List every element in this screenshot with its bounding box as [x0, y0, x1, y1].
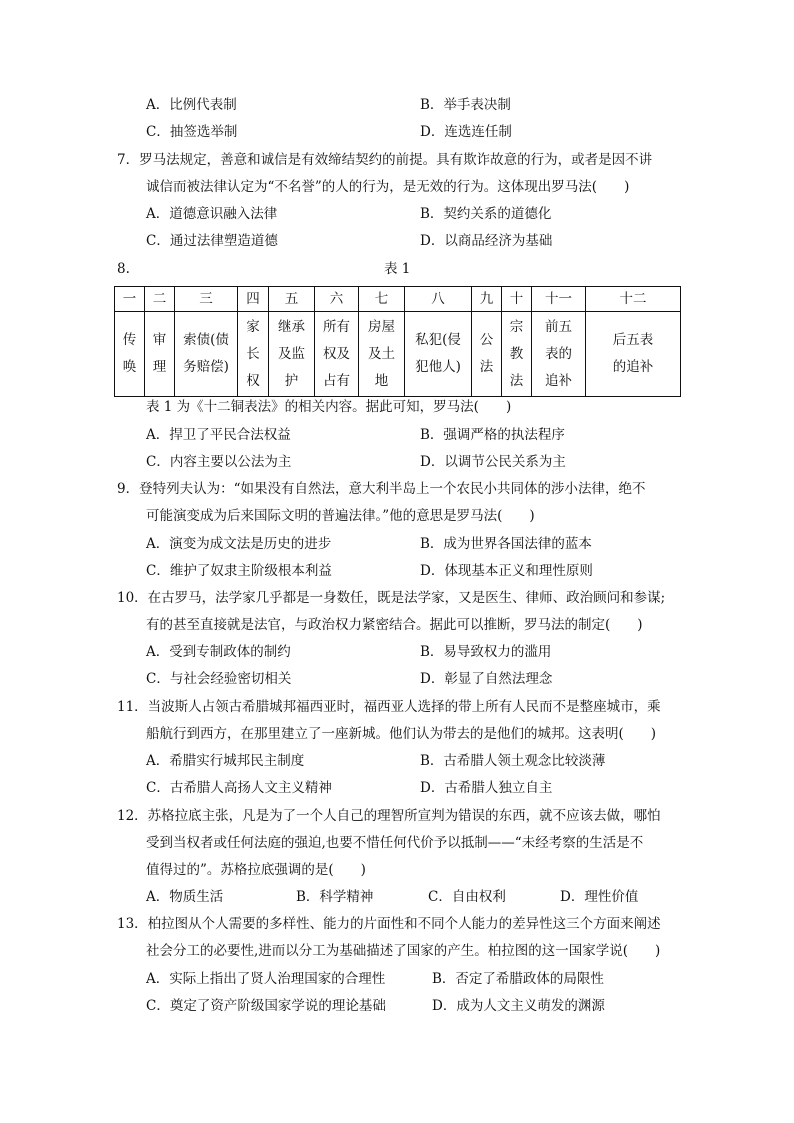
table-cell-text: 私犯(侵 犯他人): [415, 332, 461, 375]
q10-option-b: B．易导致权力的滥用: [420, 644, 552, 660]
q13-option-a: A．实际上指出了贤人治理国家的合理性: [146, 971, 386, 987]
q7-stem-line2: 诚信而被法律认定为“不名誉”的人的行为，是无效的行为。这体现出罗马法( ): [146, 179, 630, 195]
table-cell-text: 传 唤: [122, 332, 137, 375]
q11-stem-line1: 11．当波斯人占领古希腊城邦福西亚时，福西亚人选择的带上所有人民而不是整座城市，乘: [117, 699, 661, 715]
table-header-cell: 八: [405, 287, 472, 312]
table-header-cell: 二: [145, 287, 175, 312]
table-cell-text: 宗 教 法: [509, 318, 524, 389]
table-title: 表 1: [384, 261, 411, 277]
table-header-cell: 六: [315, 287, 359, 312]
q9-stem-line1: 9．登特列夫认为：“如果没有自然法，意大利半岛上一个农民小共同体的涉小法律，绝不: [117, 481, 646, 497]
q6-option-b: B．举手表决制: [420, 97, 511, 113]
table-cell: [315, 312, 359, 397]
q13-option-c: C．奠定了资产阶级国家学说的理论基础: [146, 998, 386, 1014]
table-header-cell: 十: [502, 287, 532, 312]
q10-option-a: A．受到专制政体的制约: [146, 644, 291, 660]
table-cell-text: 所有 权及 占有: [323, 318, 350, 389]
q8-option-b: B．强调严格的执法程序: [420, 427, 565, 443]
table-cell-text: 后五表 的追补: [612, 332, 654, 375]
q11-option-a: A．希腊实行城邦民主制度: [146, 753, 305, 769]
q12-option-b: B．科学精神: [296, 889, 374, 905]
q6-option-d: D．连选连任制: [420, 124, 512, 140]
q9-option-d: D．体现基本正义和理性原则: [420, 563, 593, 579]
q11-option-b: B．古希腊人领土观念比较淡薄: [420, 753, 606, 769]
table-cell: [115, 312, 145, 397]
q10-option-c: C．与社会经验密切相关: [146, 671, 292, 687]
q7-option-d: D．以商品经济为基础: [420, 233, 553, 249]
table-header-cell: 五: [269, 287, 315, 312]
table-cell-text: 公 法: [479, 332, 494, 375]
q7-option-b: B．契约关系的道德化: [420, 206, 552, 222]
table-header-cell: 四: [238, 287, 269, 312]
table-cell: [145, 312, 175, 397]
table-cell: [472, 312, 502, 397]
q8-option-a: A．捍卫了平民合法权益: [146, 427, 291, 443]
table-cell: [238, 312, 269, 397]
twelve-tables-table: [114, 286, 681, 397]
q13-stem-line2: 社会分工的必要性,进而以分工为基础描述了国家的产生。柏拉图的这一国家学说( ): [146, 943, 661, 959]
q9-stem-line2: 可能演变成为后来国际文明的普遍法律。”他的意思是罗马法( ): [146, 508, 535, 524]
table-cell-text: 前五 表的 追补: [545, 318, 572, 389]
q7-option-a: A．道德意识融入法律: [146, 206, 278, 222]
q12-stem-line2: 受到当权者或任何法庭的强迫,也要不惜任何代价予以抵制——“未经考察的生活是不: [146, 835, 644, 851]
q12-option-d: D．理性价值: [560, 889, 639, 905]
table-header-cell: 九: [472, 287, 502, 312]
q11-option-d: D．古希腊人独立自主: [420, 780, 553, 796]
table-cell-text: 索债(债 务赔偿): [183, 332, 229, 375]
q9-option-b: B．成为世界各国法律的蓝本: [420, 536, 592, 552]
q13-option-d: D．成为人文主义萌发的渊源: [432, 998, 605, 1014]
table-cell: [359, 312, 405, 397]
q8-number: 8.: [117, 261, 130, 277]
q12-option-a: A．物质生活: [146, 889, 224, 905]
q7-option-c: C．通过法律塑造道德: [146, 233, 278, 249]
q8-stem: 表 1 为《十二铜表法》的相关内容。据此可知，罗马法( ): [146, 399, 512, 415]
table-cell: [532, 312, 586, 397]
table-cell-text: 家 长 权: [246, 318, 260, 389]
q12-stem-line1: 12．苏格拉底主张，凡是为了一个人自己的理智所宣判为错误的东西，就不应该去做，哪怕: [117, 808, 661, 824]
table-cell: [502, 312, 532, 397]
table-cell: [405, 312, 472, 397]
q13-stem-line1: 13．柏拉图从个人需要的多样性、能力的片面性和不同个人能力的差异性这三个方面来阐述: [117, 916, 661, 932]
table-cell-text: 房屋 及土 地: [368, 318, 395, 389]
q9-option-a: A．演变为成文法是历史的进步: [146, 536, 332, 552]
q8-option-d: D．以调节公民关系为主: [420, 454, 566, 470]
q10-stem-line1: 10．在古罗马，法学家几乎都是一身数任，既是法学家，又是医生、律师、政治顾问和参谋;: [117, 590, 666, 606]
q10-option-d: D．彰显了自然法理念: [420, 671, 553, 687]
q6-option-a: A．比例代表制: [146, 97, 237, 113]
table-header-cell: 七: [359, 287, 405, 312]
table-cell-text: 审 理: [152, 332, 167, 375]
table-header-row: [115, 287, 681, 312]
q13-option-b: B．否定了希腊政体的局限性: [432, 971, 604, 987]
table-header-cell: 三: [175, 287, 238, 312]
table-content-row: [115, 312, 681, 397]
q11-stem-line2: 船航行到西方，在那里建立了一座新城。他们认为带去的是他们的城邦。这表明( ): [146, 726, 657, 742]
q10-stem-line2: 有的甚至直接就是法官，与政治权力紧密结合。据此可以推断，罗马法的制定( ): [146, 617, 643, 633]
q11-option-c: C．古希腊人高扬人文主义精神: [146, 780, 332, 796]
table-header-cell: 十二: [586, 287, 681, 312]
q9-option-c: C．维护了奴隶主阶级根本利益: [146, 563, 332, 579]
table-cell: [586, 312, 681, 397]
table-header-cell: 一: [115, 287, 145, 312]
table-cell-text: 继承 及监 护: [278, 318, 305, 389]
table-header-cell: 十一: [532, 287, 586, 312]
table-cell: [175, 312, 238, 397]
q12-option-c: C．自由权利: [428, 889, 506, 905]
q8-option-c: C．内容主要以公法为主: [146, 454, 292, 470]
q6-option-c: C．抽签选举制: [146, 124, 238, 140]
q12-stem-line3: 值得过的”。苏格拉底强调的是( ): [146, 862, 366, 878]
table-cell: [269, 312, 315, 397]
q7-stem-line1: 7．罗马法规定，善意和诚信是有效缔结契约的前提。具有欺诈故意的行为，或者是因不讲: [117, 152, 653, 168]
